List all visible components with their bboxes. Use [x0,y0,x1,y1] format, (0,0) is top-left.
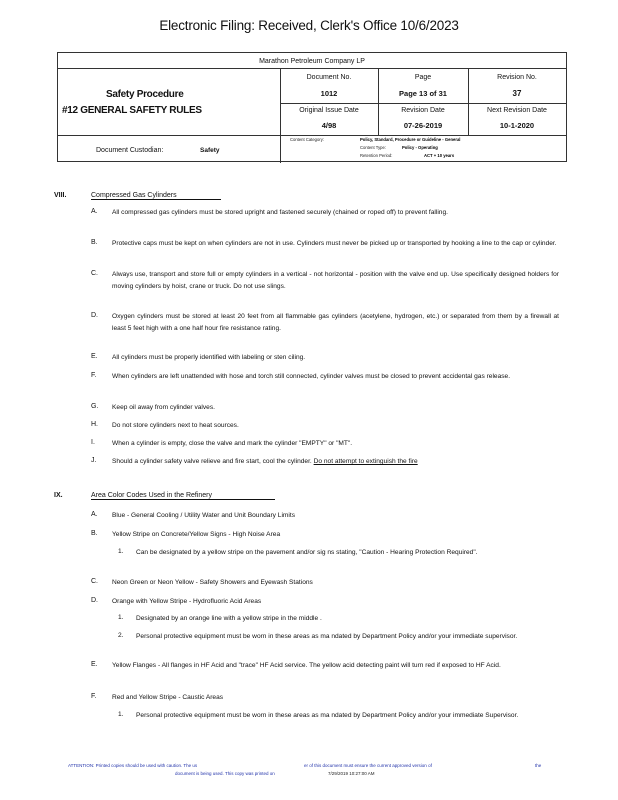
item-letter: E. [91,353,98,360]
list-item [112,456,559,468]
item-letter: B. [91,239,98,246]
sub-item-number: 2. [118,632,124,639]
rev-date-label: Revision Date [401,107,445,114]
item-letter: A. [91,511,98,518]
list-item: Blue - General Cooling / Utility Water and Unit Boundary Limits [112,512,295,519]
list-item: Orange with Yellow Stripe - Hydrofluoric Acid Areas [112,598,262,605]
section-number: VIII. [54,192,67,199]
list-item: Oxygen cylinders must be stored at least 20 feet from all flammable gas cylinders (acetylene, hydrogen, etc.) or separated from them by a firewall at least 5 feet high with a one half hour fire resistance rating. [112,313,559,332]
item-letter: I. [91,439,95,446]
item-letter: J. [91,457,97,464]
item-letter: E. [91,661,98,668]
sub-item-number: 1. [118,548,124,555]
item-text-part: Should a cylinder safety valve relieve and fire start, cool the cylinder. [112,458,312,465]
section-title: Compressed Gas Cylinders [91,192,221,200]
list-item: When cylinders are left unattended with hose and torch still connected, cylinder valves must be closed to prevent accidental gas release. [112,373,511,380]
footer-attention: ATTENTION: Printed copies should be used with caution. The us [68,763,198,768]
next-rev-label: Next Revision Date [487,107,547,114]
doc-no-label: Document No. [306,74,352,81]
item-letter: D. [91,312,98,319]
retention-label: Retention Period: [360,153,393,158]
rev-no: 37 [512,89,522,98]
item-letter: F. [91,693,97,700]
page-label: Page [414,74,432,81]
section-number: IX. [54,492,63,499]
list-item: Neon Green or Neon Yellow - Safety Showers and Eyewash Stations [112,579,313,586]
list-item: When a cylinder is empty, close the valve and mark the cylinder "EMPTY" or "MT". [112,440,353,447]
list-item: Red and Yellow Stripe - Caustic Areas [112,694,224,701]
sub-item: Designated by an orange line with a yellow stripe in the middle . [136,615,322,622]
sub-item-number: 1. [118,711,124,718]
list-item: Yellow Flanges - All flanges in HF Acid and "trace" HF Acid service. The yellow acid detecting paint will turn red if exposed to HF Acid. [112,662,501,669]
item-letter: B. [91,530,98,537]
list-item: Keep oil away from cylinder valves. [112,404,215,411]
doc-no: 1012 [320,89,338,98]
procedure-title: Safety Procedure [106,89,184,100]
page-value: Page 13 of 31 [399,89,447,98]
section-title: Area Color Codes Used in the Refinery [91,492,275,500]
rev-no-label: Revision No. [497,74,537,81]
document-header [57,52,567,162]
list-item: Yellow Stripe on Concrete/Yellow Signs - High Noise Area [112,531,281,538]
procedure-name: #12 GENERAL SAFETY RULES [62,105,202,116]
item-letter: A. [91,208,98,215]
footer-printed-note: document is being used. This copy was printed on [175,771,275,776]
filing-stamp: Electronic Filing: Received, Clerk's Office 10/6/2023 [159,18,459,33]
retention: ACT + 10 years [424,153,455,158]
item-letter: C. [91,578,98,585]
list-item: Protective caps must be kept on when cylinders are not in use. Cylinders must never be picked up or transported by hooking a line to the cap or cylinder. [112,240,557,247]
item-letter: G. [91,403,99,410]
custodian-label: Document Custodian: [96,147,164,154]
company-name: Marathon Petroleum Company LP [259,58,365,65]
item-text-underlined: Do not attempt to extinguish the fire [313,458,418,465]
footer-print-timestamp: 7/29/2019 10:27:00 AM [328,771,375,776]
content-category: Policy, Standard, Procedure or Guideline - General [360,137,461,142]
footer-attention-cont: er of this document must ensure the current approved version of [304,763,432,768]
content-type: Policy - Operating [402,145,438,150]
sub-item: Personal protective equipment must be worn in these areas as ma ndated by Department Policy and/or your immediate Supervisor. [136,712,519,719]
rev-date: 07-26-2019 [403,121,443,130]
list-item: All cylinders must be properly identified with labeling or sten ciling. [112,354,306,361]
sub-item: Can be designated by a yellow stripe on the pavement and/or sig ns stating, "Caution - Hearing Protection Required". [136,549,478,556]
list-item: Do not store cylinders next to heat sources. [112,422,239,429]
orig-issue-label: Original Issue Date [299,107,359,114]
footer-attention-end: the [535,763,542,768]
sub-item: Personal protective equipment must be worn in these areas as ma ndated by Department Policy and/or your immediate supervisor. [136,633,518,640]
content-category-label: Content Category: [290,137,324,142]
list-item: All compressed gas cylinders must be stored upright and fastened securely (chained or roped off) to prevent falling. [112,209,448,216]
item-letter: D. [91,597,98,604]
item-letter: H. [91,421,98,428]
item-letter: C. [91,270,98,277]
item-letter: F. [91,372,97,379]
next-rev: 10-1-2020 [499,121,535,130]
content-type-label: Content Type: [360,145,386,150]
list-item: Always use, transport and store full or empty cylinders in a vertical - not horizontal - position with the valve end up. Use specifically designed holders for moving cylinders by hoist, crane or truck. Do not use slings. [112,271,559,290]
sub-item-number: 1. [118,614,124,621]
custodian: Safety [200,147,220,154]
orig-issue: 4/98 [321,121,337,130]
